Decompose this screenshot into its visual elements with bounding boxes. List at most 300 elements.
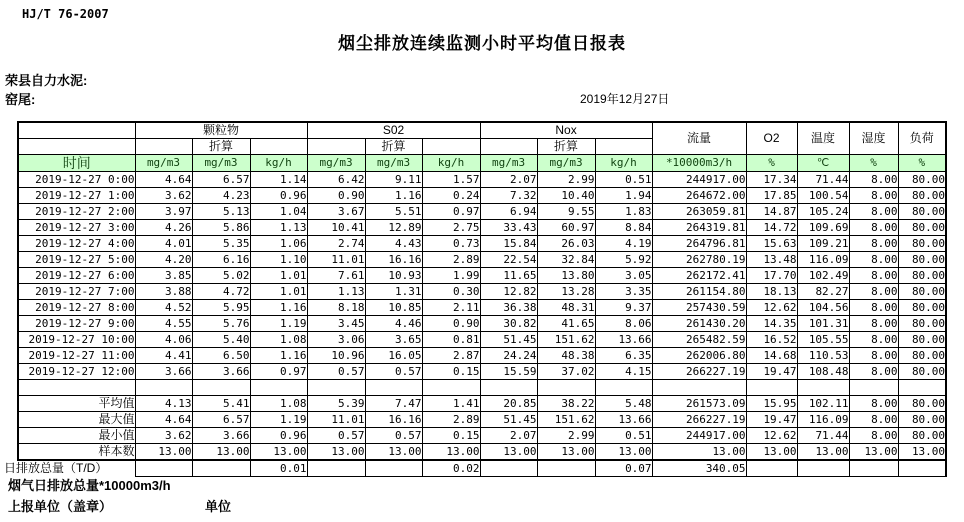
table-cell: [422, 380, 480, 396]
table-cell: 116.09: [797, 412, 849, 428]
table-cell: 3.06: [307, 332, 365, 348]
table-cell: [797, 460, 849, 477]
table-cell: 262006.80: [652, 348, 746, 364]
table-cell: 5.92: [595, 252, 652, 268]
data-row: [18, 188, 946, 204]
table-cell: 10.96: [307, 348, 365, 364]
table-cell: 5.35: [192, 236, 250, 252]
table-cell: 105.24: [797, 204, 849, 220]
table-cell: 16.16: [365, 252, 422, 268]
data-row: [18, 204, 946, 220]
table-cell: [192, 380, 250, 396]
table-cell: 14.68: [746, 348, 797, 364]
table-cell: 13.00: [595, 444, 652, 461]
nox-converted-label: 折算: [537, 139, 595, 155]
table-cell: 8.00: [849, 428, 898, 444]
table-cell: 8.00: [849, 204, 898, 220]
table-cell: 15.95: [746, 396, 797, 412]
data-row-label: 2019-12-27 6:00: [18, 268, 135, 284]
company-name: 荣县自力水泥:: [5, 73, 88, 88]
table-cell: 0.51: [595, 172, 652, 188]
table-cell: 264319.81: [652, 220, 746, 236]
data-row: [18, 364, 946, 380]
table-cell: 80.00: [898, 348, 946, 364]
station-name: 窑尾:: [5, 92, 36, 107]
table-cell: 3.67: [307, 204, 365, 220]
data-row: [18, 172, 946, 188]
data-row-label: 2019-12-27 7:00: [18, 284, 135, 300]
summary-row-label: 最小值: [18, 428, 135, 444]
table-cell: 1.08: [250, 396, 307, 412]
table-cell: 14.72: [746, 220, 797, 236]
table-cell: [537, 460, 595, 477]
table-cell: 17.34: [746, 172, 797, 188]
table-cell: 11.65: [480, 268, 537, 284]
table-cell: 1.16: [250, 300, 307, 316]
unit-cell: %: [746, 155, 797, 172]
group-so2: S02: [307, 122, 480, 139]
data-row-label: 2019-12-27 9:00: [18, 316, 135, 332]
blank-cell: [480, 139, 537, 155]
table-cell: 3.66: [192, 428, 250, 444]
group-header-row: [18, 122, 946, 139]
table-cell: 10.85: [365, 300, 422, 316]
table-cell: 263059.81: [652, 204, 746, 220]
table-cell: 80.00: [898, 204, 946, 220]
table-cell: 102.49: [797, 268, 849, 284]
table-cell: 7.32: [480, 188, 537, 204]
table-cell: 8.00: [849, 412, 898, 428]
table-cell: 13.66: [595, 412, 652, 428]
table-cell: 36.38: [480, 300, 537, 316]
group-temp: 温度: [797, 122, 849, 155]
table-cell: 4.64: [135, 172, 192, 188]
blank-cell: [135, 139, 192, 155]
table-cell: 3.05: [595, 268, 652, 284]
table-cell: 80.00: [898, 252, 946, 268]
report-date: 2019年12月27日: [580, 92, 670, 106]
table-cell: 262172.41: [652, 268, 746, 284]
table-cell: 24.24: [480, 348, 537, 364]
table-cell: 4.43: [365, 236, 422, 252]
table-cell: 3.62: [135, 428, 192, 444]
summary-row: [18, 412, 946, 428]
table-cell: 261573.09: [652, 396, 746, 412]
time-header: 时间: [18, 155, 135, 172]
table-cell: 13.28: [537, 284, 595, 300]
summary-row-label: 最大值: [18, 412, 135, 428]
table-cell: 1.57: [422, 172, 480, 188]
data-row-label: 2019-12-27 0:00: [18, 172, 135, 188]
table-cell: 6.57: [192, 172, 250, 188]
table-cell: [307, 460, 365, 477]
table-cell: 80.00: [898, 412, 946, 428]
table-cell: 4.01: [135, 236, 192, 252]
table-cell: 100.54: [797, 188, 849, 204]
table-cell: 5.76: [192, 316, 250, 332]
unit-cell: kg/h: [595, 155, 652, 172]
table-cell: 0.96: [250, 428, 307, 444]
table-cell: 2.75: [422, 220, 480, 236]
table-cell: 15.63: [746, 236, 797, 252]
table-cell: 4.20: [135, 252, 192, 268]
report-title: 烟尘排放连续监测小时平均值日报表: [338, 34, 626, 53]
table-cell: 0.07: [595, 460, 652, 477]
unit-cell: mg/m3: [307, 155, 365, 172]
summary-row-label: 平均值: [18, 396, 135, 412]
table-cell: 12.62: [746, 428, 797, 444]
data-row: [18, 268, 946, 284]
table-cell: 8.00: [849, 172, 898, 188]
table-cell: 264672.00: [652, 188, 746, 204]
table-cell: 0.51: [595, 428, 652, 444]
table-cell: 0.57: [307, 428, 365, 444]
table-cell: 7.61: [307, 268, 365, 284]
table-cell: 2.07: [480, 428, 537, 444]
summary-row-label: 样本数: [18, 444, 135, 461]
table-cell: 3.97: [135, 204, 192, 220]
table-cell: 102.11: [797, 396, 849, 412]
data-row-label: 2019-12-27 4:00: [18, 236, 135, 252]
table-cell: 3.88: [135, 284, 192, 300]
data-row: [18, 316, 946, 332]
table-cell: 37.02: [537, 364, 595, 380]
corner-cell: [18, 122, 135, 139]
data-row-label: 2019-12-27 5:00: [18, 252, 135, 268]
table-cell: 18.13: [746, 284, 797, 300]
table-cell: [135, 380, 192, 396]
table-cell: 110.53: [797, 348, 849, 364]
table-cell: 8.18: [307, 300, 365, 316]
table-cell: 13.80: [537, 268, 595, 284]
table-cell: 5.41: [192, 396, 250, 412]
data-row: [18, 236, 946, 252]
table-cell: [849, 460, 898, 477]
table-cell: 0.15: [422, 428, 480, 444]
table-cell: 80.00: [898, 268, 946, 284]
summary-row: [18, 428, 946, 444]
table-cell: 0.97: [422, 204, 480, 220]
table-cell: 4.64: [135, 412, 192, 428]
table-cell: [746, 460, 797, 477]
table-cell: 20.85: [480, 396, 537, 412]
table-cell: 5.40: [192, 332, 250, 348]
group-flow: 流量: [652, 122, 746, 155]
flow-total-note: 烟气日排放总量*10000m3/h: [8, 478, 171, 493]
table-cell: 4.55: [135, 316, 192, 332]
table-cell: 8.00: [849, 236, 898, 252]
table-cell: 10.40: [537, 188, 595, 204]
unit-cell: mg/m3: [480, 155, 537, 172]
table-cell: 4.46: [365, 316, 422, 332]
table-cell: 4.15: [595, 364, 652, 380]
table-cell: 2.99: [537, 428, 595, 444]
data-row: [18, 220, 946, 236]
table-cell: 0.57: [365, 428, 422, 444]
table-cell: 0.90: [422, 316, 480, 332]
unit-cell: kg/h: [422, 155, 480, 172]
table-cell: 33.43: [480, 220, 537, 236]
table-cell: 80.00: [898, 188, 946, 204]
table-cell: 1.13: [250, 220, 307, 236]
table-cell: 71.44: [797, 428, 849, 444]
table-cell: 4.72: [192, 284, 250, 300]
table-cell: 13.66: [595, 332, 652, 348]
table-cell: 19.47: [746, 412, 797, 428]
data-row-label: 2019-12-27 8:00: [18, 300, 135, 316]
table-cell: 3.45: [307, 316, 365, 332]
table-cell: 15.84: [480, 236, 537, 252]
table-cell: 48.31: [537, 300, 595, 316]
table-cell: 0.57: [307, 364, 365, 380]
table-cell: 16.52: [746, 332, 797, 348]
table-cell: 4.52: [135, 300, 192, 316]
table-cell: [898, 380, 946, 396]
table-cell: 13.00: [537, 444, 595, 461]
table-cell: 1.04: [250, 204, 307, 220]
table-cell: 80.00: [898, 172, 946, 188]
table-cell: 4.26: [135, 220, 192, 236]
unit-cell: %: [849, 155, 898, 172]
group-load: 负荷: [898, 122, 946, 155]
table-cell: 4.19: [595, 236, 652, 252]
table-cell: 2.07: [480, 172, 537, 188]
table-cell: 12.82: [480, 284, 537, 300]
table-cell: 5.86: [192, 220, 250, 236]
table-cell: 51.45: [480, 332, 537, 348]
table-cell: 116.09: [797, 252, 849, 268]
table-cell: 5.51: [365, 204, 422, 220]
blank-cell: [250, 139, 307, 155]
units-row: [18, 155, 946, 172]
table-cell: 6.35: [595, 348, 652, 364]
unit-cell: mg/m3: [365, 155, 422, 172]
table-cell: 8.00: [849, 396, 898, 412]
table-cell: 51.45: [480, 412, 537, 428]
summary-row: [18, 396, 946, 412]
table-cell: [365, 460, 422, 477]
data-row: [18, 252, 946, 268]
table-cell: 12.62: [746, 300, 797, 316]
table-cell: 6.57: [192, 412, 250, 428]
table-cell: 10.93: [365, 268, 422, 284]
table-cell: 3.85: [135, 268, 192, 284]
table-cell: 80.00: [898, 428, 946, 444]
table-cell: 6.94: [480, 204, 537, 220]
table-cell: 101.31: [797, 316, 849, 332]
standard-number: HJ/T 76-2007: [22, 7, 109, 21]
daily-total-row-label: 日排放总量（T/D）: [4, 461, 108, 475]
table-cell: 2.11: [422, 300, 480, 316]
table-cell: 1.10: [250, 252, 307, 268]
table-cell: 30.82: [480, 316, 537, 332]
table-cell: 0.57: [365, 364, 422, 380]
table-cell: 17.70: [746, 268, 797, 284]
table-cell: 1.01: [250, 284, 307, 300]
table-cell: 105.55: [797, 332, 849, 348]
table-cell: 8.06: [595, 316, 652, 332]
table-cell: 257430.59: [652, 300, 746, 316]
table-cell: 0.96: [250, 188, 307, 204]
table-cell: 11.01: [307, 252, 365, 268]
table-cell: 80.00: [898, 364, 946, 380]
table-cell: 2.89: [422, 412, 480, 428]
table-cell: 26.03: [537, 236, 595, 252]
table-cell: 16.16: [365, 412, 422, 428]
table-cell: 5.39: [307, 396, 365, 412]
table-cell: 80.00: [898, 316, 946, 332]
table-cell: 5.48: [595, 396, 652, 412]
table-cell: 6.42: [307, 172, 365, 188]
table-cell: 13.00: [898, 444, 946, 461]
table-cell: 71.44: [797, 172, 849, 188]
table-cell: 1.06: [250, 236, 307, 252]
table-cell: [652, 380, 746, 396]
spacer-row-label: [18, 380, 135, 396]
unit-cell: mg/m3: [135, 155, 192, 172]
table-cell: 1.13: [307, 284, 365, 300]
table-cell: 8.84: [595, 220, 652, 236]
blank-cell: [595, 139, 652, 155]
table-cell: [192, 460, 250, 477]
table-cell: 12.89: [365, 220, 422, 236]
table-cell: [480, 380, 537, 396]
table-cell: 3.66: [192, 364, 250, 380]
group-pm: 颗粒物: [135, 122, 307, 139]
unit-cell: *10000m3/h: [652, 155, 746, 172]
data-row: [18, 300, 946, 316]
unit-label: 单位: [205, 499, 232, 514]
table-cell: 2.99: [537, 172, 595, 188]
table-cell: 104.56: [797, 300, 849, 316]
table-cell: 5.13: [192, 204, 250, 220]
table-cell: 14.35: [746, 316, 797, 332]
table-cell: 3.35: [595, 284, 652, 300]
table-cell: 80.00: [898, 220, 946, 236]
table-cell: 48.38: [537, 348, 595, 364]
pm-converted-label: 折算: [192, 139, 250, 155]
table-cell: 80.00: [898, 300, 946, 316]
table-cell: 6.16: [192, 252, 250, 268]
blank-cell: [307, 139, 365, 155]
data-row-label: 2019-12-27 12:00: [18, 364, 135, 380]
table-cell: 19.47: [746, 364, 797, 380]
data-row: [18, 284, 946, 300]
table-cell: [595, 380, 652, 396]
data-row-label: 2019-12-27 10:00: [18, 332, 135, 348]
table-cell: [849, 380, 898, 396]
table-cell: 266227.19: [652, 412, 746, 428]
table-cell: 13.00: [365, 444, 422, 461]
table-cell: 1.01: [250, 268, 307, 284]
table-cell: [307, 380, 365, 396]
table-cell: 16.05: [365, 348, 422, 364]
table-cell: 41.65: [537, 316, 595, 332]
table-cell: 15.59: [480, 364, 537, 380]
table-cell: 1.99: [422, 268, 480, 284]
table-cell: 32.84: [537, 252, 595, 268]
table-cell: 8.00: [849, 364, 898, 380]
table-cell: [480, 460, 537, 477]
spacer-row: [18, 380, 946, 396]
table-cell: 8.00: [849, 268, 898, 284]
unit-cell: mg/m3: [192, 155, 250, 172]
table-cell: [898, 460, 946, 477]
table-cell: 266227.19: [652, 364, 746, 380]
table-cell: 264796.81: [652, 236, 746, 252]
table-cell: 0.15: [422, 364, 480, 380]
table-cell: 2.74: [307, 236, 365, 252]
table-cell: 82.27: [797, 284, 849, 300]
table-cell: 80.00: [898, 236, 946, 252]
table-cell: 1.31: [365, 284, 422, 300]
table-cell: 244917.00: [652, 428, 746, 444]
summary-row: [18, 444, 946, 461]
table-cell: 8.00: [849, 220, 898, 236]
table-cell: 0.97: [250, 364, 307, 380]
table-cell: 8.00: [849, 300, 898, 316]
table-cell: 13.00: [746, 444, 797, 461]
unit-cell: %: [898, 155, 946, 172]
table-cell: 9.37: [595, 300, 652, 316]
table-cell: 109.21: [797, 236, 849, 252]
table-cell: 7.47: [365, 396, 422, 412]
report-unit-label: 上报单位（盖章）: [8, 499, 113, 514]
table-cell: 80.00: [898, 396, 946, 412]
table-cell: 11.01: [307, 412, 365, 428]
table-cell: 3.62: [135, 188, 192, 204]
table-cell: 261430.20: [652, 316, 746, 332]
table-cell: 261154.80: [652, 284, 746, 300]
table-cell: 3.65: [365, 332, 422, 348]
monitoring-table: [4, 121, 947, 477]
table-cell: 151.62: [537, 412, 595, 428]
data-row: [18, 348, 946, 364]
table-cell: 108.48: [797, 364, 849, 380]
table-cell: 0.73: [422, 236, 480, 252]
table-cell: 340.05: [652, 460, 746, 477]
table-cell: 13.00: [797, 444, 849, 461]
group-o2: O2: [746, 122, 797, 155]
table-cell: 1.41: [422, 396, 480, 412]
table-cell: 151.62: [537, 332, 595, 348]
table-cell: 4.13: [135, 396, 192, 412]
table-cell: 4.06: [135, 332, 192, 348]
table-cell: 262780.19: [652, 252, 746, 268]
table-cell: 13.00: [250, 444, 307, 461]
data-row-label: 2019-12-27 3:00: [18, 220, 135, 236]
table-cell: 0.90: [307, 188, 365, 204]
table-cell: 1.16: [365, 188, 422, 204]
table-cell: 1.08: [250, 332, 307, 348]
table-cell: 8.00: [849, 348, 898, 364]
table-cell: 13.00: [135, 444, 192, 461]
unit-cell: ℃: [797, 155, 849, 172]
table-cell: 13.00: [849, 444, 898, 461]
table-cell: [746, 380, 797, 396]
table-cell: 5.95: [192, 300, 250, 316]
table-cell: 8.00: [849, 188, 898, 204]
table-cell: 244917.00: [652, 172, 746, 188]
table-data-rows: [4, 172, 946, 477]
table-cell: [365, 380, 422, 396]
table-cell: 13.00: [192, 444, 250, 461]
table-cell: 6.50: [192, 348, 250, 364]
table-cell: 3.66: [135, 364, 192, 380]
so2-converted-label: 折算: [365, 139, 422, 155]
table-cell: 1.16: [250, 348, 307, 364]
data-row: [18, 332, 946, 348]
